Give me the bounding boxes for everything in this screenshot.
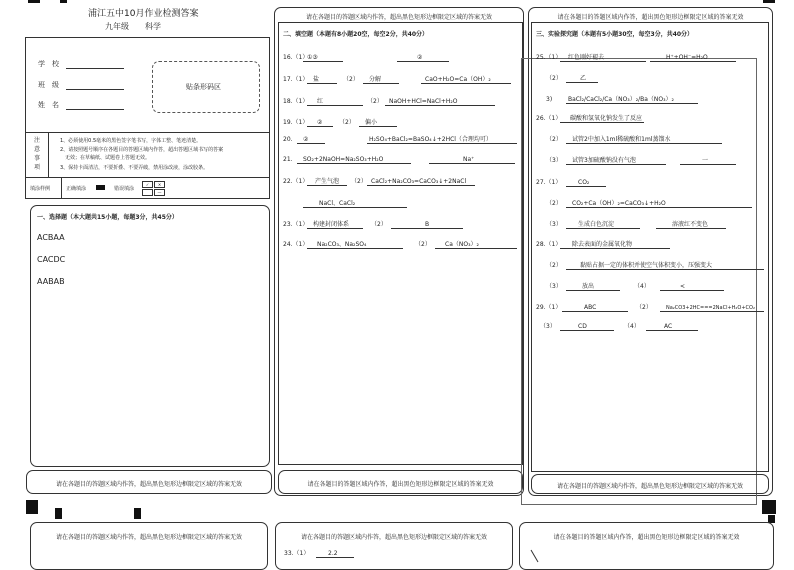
timing-mark bbox=[763, 0, 775, 3]
answer-text: 偏小 bbox=[365, 119, 378, 126]
fill-sample-box: 填涂样例 正确填涂 错误填涂 ✓ ✕ — bbox=[25, 177, 270, 199]
answer-text: CD bbox=[578, 323, 587, 330]
section-choice-box bbox=[30, 205, 270, 467]
warning-text: 请在各题目的答题区域内作答，超出黑色矩形边框限定区域的答案无效 bbox=[553, 534, 740, 541]
barcode-label: 贴条形码区 bbox=[186, 83, 221, 91]
section1-title: 一、选择题（本大题共15小题，每题3分，共45分） bbox=[37, 214, 178, 221]
answer-text: 红色刚好褪去 bbox=[568, 54, 605, 61]
warning-text: 请在各题目的答题区域内作答，超出黑色矩形边框限定区域的答案无效 bbox=[55, 481, 242, 488]
answer-text: Na₂CO₃、Na₂SO₄ bbox=[317, 241, 367, 248]
answer-text: ABC bbox=[584, 304, 597, 311]
answer-text: 黏贴占据一定的体积并使空气体积变小，压强变大 bbox=[580, 262, 713, 269]
class-field[interactable] bbox=[66, 89, 124, 90]
choice-row: ACBAA bbox=[37, 233, 65, 242]
answer-text: 产生气泡 bbox=[315, 178, 340, 185]
answer-text: CO₂ bbox=[578, 179, 590, 186]
answer-text: 溶液红不变色 bbox=[672, 221, 709, 228]
answer-text: Na₂CO3+2HC===2NaCl+H₂O+CO₂ bbox=[666, 305, 755, 311]
answer-text: ② bbox=[303, 136, 309, 143]
answer-text: 乙 bbox=[580, 75, 587, 82]
warning-text: 请在各题目的答题区域内作答，超出黑色矩形边框限定区域的答案无效 bbox=[55, 534, 242, 541]
wrong-bubble-icon bbox=[142, 189, 153, 196]
answer-text: 分解 bbox=[369, 76, 382, 83]
answer-text: 试管3加硫酸钠没有气泡 bbox=[572, 157, 636, 164]
answer-text: 试管2中加入1ml稀硫酸和1ml蒸馏水 bbox=[572, 136, 671, 143]
choice-row: CACDC bbox=[37, 255, 66, 264]
section-fill-box: 二、填空题（本题有8小题20空，每空2分，共40分） 16.（1） ①③ ② 17.（1） 盐 （2） 分解 CaO+H₂O=Ca（OH）₂ 18.（1） 红 （2） NaOH+HCl=NaCl+H₂O 19.（1） ② （2） 偏小 20. ② H₂SO₄+BaCl₂=BaSO₄↓+2HCl（合理均可） 21. SO₂+2NaOH=Na₂SO₃+H₂O Na⁺ 22.（1） 产生气泡 （2） CaCl₂+Na₂CO₃=CaCO₃↓+2NaCl NaCl、CaCl₂ 23.（1） 构建封闭体系 （2） B 24.（1） Na₂CO₃、Na₂SO₄ （2） Ca（NO₃）₂ bbox=[278, 22, 523, 465]
warning-text: 请在各题目的答题区域内作答，超出黑色矩形边框限定区域的答案无效 bbox=[305, 14, 492, 21]
answer-text: AC bbox=[664, 323, 673, 330]
answer-text: CaCl₂+Na₂CO₃=CaCO₃↓+2NaCl bbox=[371, 178, 467, 185]
answer-text: CO₂+Ca（OH）₂=CaCO₃↓+H₂O bbox=[572, 200, 666, 207]
answer-text: 除去表面的金属氧化物 bbox=[572, 241, 633, 248]
notice-item: 3、保持卡面清洁，不要折叠、不要弄破，禁用涂改液，涂改胶条。 bbox=[60, 165, 209, 171]
answer-text: 盐 bbox=[313, 76, 320, 83]
warning-text: 请在各题目的答题区域内作答，超出黑色矩形边框限定区域的答案无效 bbox=[557, 14, 744, 21]
answer-text: 2.2 bbox=[328, 550, 338, 557]
right-warning-box bbox=[531, 474, 769, 494]
page-title: 浦江五中10月作业检测答案 bbox=[88, 9, 199, 19]
answer-text: ①③ bbox=[307, 54, 318, 61]
timing-mark bbox=[60, 0, 67, 3]
grade-label: 九年级 bbox=[105, 22, 129, 31]
bottom-middle-panel bbox=[275, 522, 513, 570]
slash-mark bbox=[530, 549, 542, 563]
bottom-right-panel bbox=[519, 522, 774, 570]
answer-text: 碳酸和氢氧化钠发生了反应 bbox=[570, 115, 643, 122]
answer-text: 生成白色沉淀 bbox=[578, 221, 615, 228]
student-info-box bbox=[25, 37, 270, 133]
school-field[interactable] bbox=[66, 68, 124, 69]
section2-title: 二、填空题（本题有8小题20空，每空2分，共40分） bbox=[283, 31, 429, 38]
answer-text: B bbox=[425, 221, 430, 228]
wrong-bubble-icon: ✕ bbox=[154, 181, 165, 188]
warning-text: 请在各题目的答题区域内作答，超出黑色矩形边框限定区域的答案无效 bbox=[307, 481, 494, 488]
wrong-bubble-icon: — bbox=[154, 189, 165, 196]
notice-item: 2、请按照题号顺序在各题目的答题区域内作答，超出答题区域书写的答案 bbox=[60, 147, 224, 153]
class-label: 班 级 bbox=[38, 81, 59, 89]
notice-box bbox=[25, 132, 270, 178]
wrong-bubble-icon: ✓ bbox=[142, 181, 153, 188]
timing-mark bbox=[55, 508, 62, 519]
answer-text: ② bbox=[317, 119, 323, 126]
notice-item: 1、必须使用0.5毫米的黑色签字笔书写，字体工整、笔迹清楚。 bbox=[60, 138, 202, 144]
answer-text: 一 bbox=[702, 157, 709, 164]
answer-text: 红 bbox=[317, 98, 324, 105]
answer-text: H⁺+OH⁻=H₂O bbox=[666, 54, 708, 61]
answer-text: 构建封闭体系 bbox=[313, 221, 350, 228]
choice-row: AABAB bbox=[37, 277, 65, 286]
section3-title: 三、实验探究题（本题有5小题30空，每空3分，共40分） bbox=[536, 31, 694, 38]
answer-text: < bbox=[680, 283, 686, 290]
corner-mark bbox=[26, 500, 38, 514]
answer-text: NaCl、CaCl₂ bbox=[319, 200, 356, 207]
notice-item: 无效；在草稿纸、试题卷上答题无效。 bbox=[60, 155, 151, 161]
answer-text: Ca（NO₃）₂ bbox=[445, 241, 479, 248]
timing-mark bbox=[28, 0, 40, 3]
corner-mark bbox=[762, 500, 776, 514]
section-lab-box: 三、实验探究题（本题有5小题30空，每空3分，共40分） 25.（1） 红色刚好褪去 H⁺+OH⁻=H₂O （2） 乙 3) BaCl₂/CaCl₂/Ca（NO₃）₂/Ba（NO₃）₂ 26.（1） 碳酸和氢氧化钠发生了反应 （2） 试管2中加入1ml稀硫酸和1ml蒸馏水 （3） 试管3加硫酸钠没有气泡 一 27.（1） CO₂ （2） CO₂+Ca（OH）₂=CaCO₃↓+H₂O （3） 生成白色沉淀 溶液红不变色 28.（1） 除去表面的金属氧化物 （2） 黏贴占据一定的体积并使空气体积变小，压强变大 （3） 放出 （4） < 29.（1） ABC （2） Na₂CO3+2HC===2NaCl+H₂O+CO₂ （3） CD （4） AC bbox=[531, 22, 769, 472]
answer-text: BaCl₂/CaCl₂/Ca（NO₃）₂/Ba（NO₃）₂ bbox=[568, 96, 674, 103]
answer-text: CaO+H₂O=Ca（OH）₂ bbox=[425, 76, 491, 83]
answer-text: H₂SO₄+BaCl₂=BaSO₄↓+2HCl（合理均可） bbox=[369, 136, 492, 143]
answer-text: SO₂+2NaOH=Na₂SO₃+H₂O bbox=[303, 156, 384, 163]
middle-warning-box bbox=[278, 470, 523, 494]
answer-text: Na⁺ bbox=[463, 156, 475, 163]
fill-sample-label: 填涂样例 bbox=[30, 186, 51, 192]
bottom-left-panel bbox=[30, 522, 268, 570]
barcode-area bbox=[152, 61, 260, 113]
answer-text: 放出 bbox=[582, 283, 595, 290]
name-field[interactable] bbox=[66, 109, 124, 110]
warning-text: 请在各题目的答题区域内作答，超出黑色矩形边框限定区域的答案无效 bbox=[300, 534, 487, 541]
answer-text: NaOH+HCl=NaCl+H₂O bbox=[389, 98, 458, 105]
name-label: 姓 名 bbox=[38, 101, 59, 109]
notice-label-cell: 注 意 事 项 bbox=[26, 133, 49, 177]
left-warning-box bbox=[26, 470, 272, 494]
timing-mark bbox=[134, 508, 141, 519]
q33-label: 33.（1） bbox=[284, 550, 310, 557]
warning-text: 请在各题目的答题区域内作答，超出黑色矩形边框限定区域的答案无效 bbox=[556, 483, 743, 490]
answer-text: ② bbox=[417, 54, 423, 61]
filled-bubble-icon bbox=[96, 185, 105, 190]
subject-label: 科学 bbox=[145, 22, 161, 31]
school-label: 学 校 bbox=[38, 60, 59, 68]
